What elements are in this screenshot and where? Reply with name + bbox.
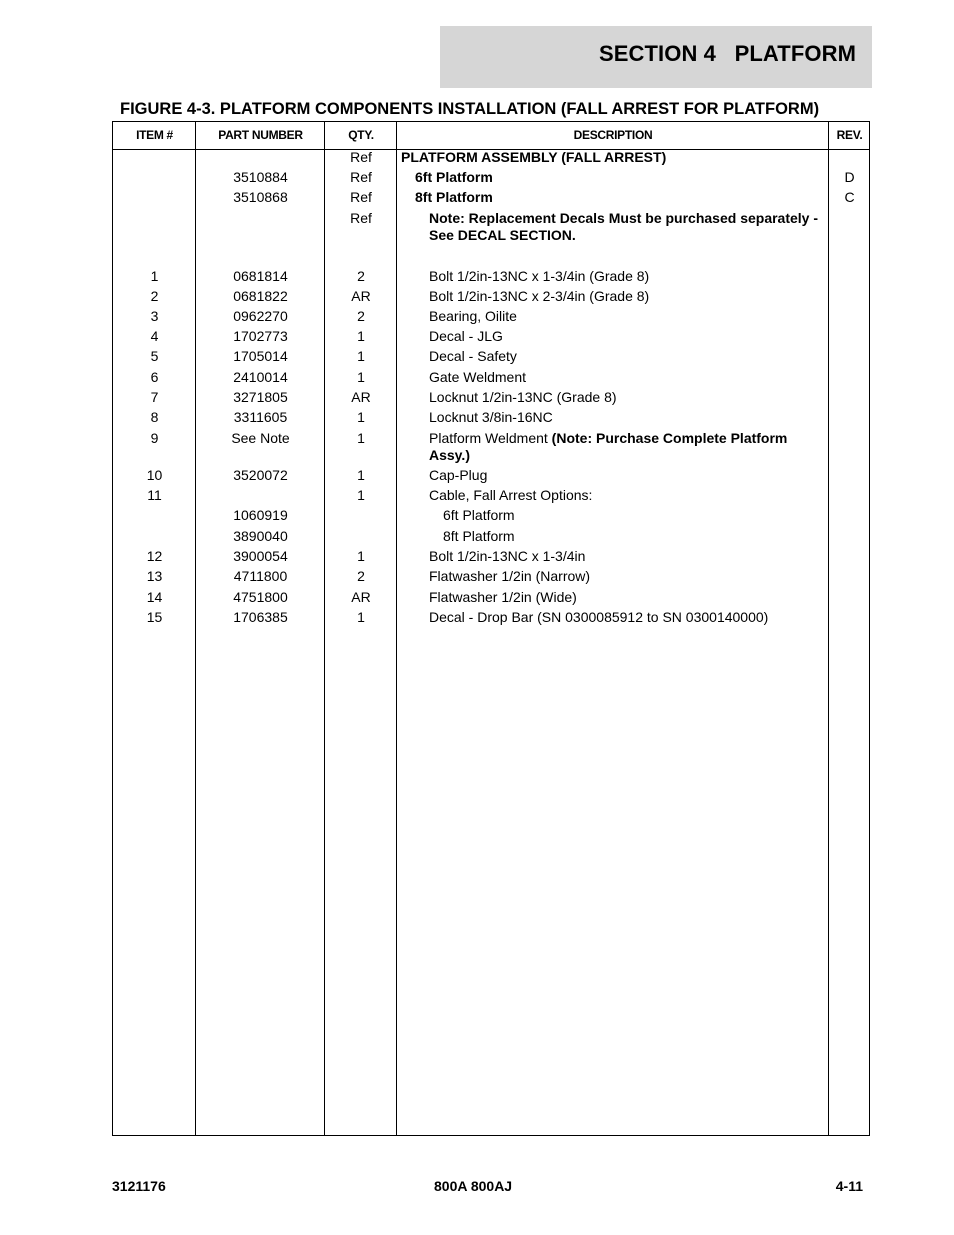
description-text: Cap-Plug — [429, 467, 488, 483]
qty-cell: 1 — [357, 409, 365, 425]
description-text: Bolt 1/2in-13NC x 1-3/4in (Grade 8) — [429, 268, 650, 284]
qty-cell: 1 — [357, 328, 365, 344]
section-title: SECTION 4 PLATFORM — [598, 41, 856, 66]
item-number-cell: 2 — [150, 288, 159, 304]
footer-page-number: 4-11 — [835, 1178, 863, 1194]
footer-doc-number: 3121176 — [112, 1178, 166, 1194]
qty-cell: 2 — [357, 268, 365, 284]
item-number-cell: 13 — [146, 568, 163, 584]
part-number-cell: 3900054 — [233, 548, 288, 564]
footer-model: 800A 800AJ — [434, 1178, 513, 1194]
description-cell — [397, 568, 829, 585]
item-number-cell: 4 — [150, 328, 159, 344]
description-cell — [397, 169, 829, 186]
description-text: Platform Weldment — [429, 430, 552, 446]
description-cell — [397, 467, 829, 484]
part-number-cell: 4751800 — [233, 589, 288, 605]
parts-table — [112, 121, 870, 1136]
qty-cell: 1 — [357, 369, 365, 385]
description-cell — [397, 528, 829, 545]
description-cell — [397, 548, 829, 565]
description-text: Gate Weldment — [429, 369, 527, 385]
part-number-cell: See Note — [231, 430, 290, 446]
item-number-cell: 14 — [146, 589, 163, 605]
part-number-cell: 0962270 — [233, 308, 288, 324]
item-number-cell: 10 — [146, 467, 163, 483]
item-number-cell: 6 — [150, 369, 159, 385]
part-number-cell: 1060919 — [233, 507, 288, 523]
description-text: Locknut 1/2in-13NC (Grade 8) — [429, 389, 617, 405]
description-text: Bolt 1/2in-13NC x 2-3/4in (Grade 8) — [429, 288, 650, 304]
description-cell — [397, 348, 829, 365]
column-header-description: DESCRIPTION — [573, 128, 653, 142]
qty-cell: Ref — [350, 149, 372, 165]
qty-cell: 1 — [357, 487, 365, 503]
qty-cell: AR — [351, 589, 371, 605]
description-text: 6ft Platform — [443, 507, 515, 523]
part-number-cell: 3311605 — [233, 409, 288, 425]
part-number-cell: 0681822 — [233, 288, 288, 304]
description-cell — [397, 210, 829, 244]
description-continuation: Assy.) — [429, 447, 470, 463]
description-text: Flatwasher 1/2in (Wide) — [429, 589, 577, 605]
qty-cell: 2 — [357, 308, 365, 324]
item-number-cell: 5 — [150, 348, 159, 364]
description-cell — [397, 328, 829, 345]
description-text: 8ft Platform — [443, 528, 515, 544]
qty-cell: 1 — [357, 467, 365, 483]
qty-cell: 2 — [357, 568, 365, 584]
description-cell — [397, 288, 829, 305]
part-number-cell: 0681814 — [233, 268, 288, 284]
description-cell — [397, 149, 829, 166]
description-text: PLATFORM ASSEMBLY (FALL ARREST) — [401, 149, 667, 165]
part-number-cell: 4711800 — [233, 568, 288, 584]
item-number-cell: 1 — [150, 268, 159, 284]
rev-cell: D — [844, 169, 855, 185]
qty-cell: 1 — [357, 548, 365, 564]
qty-cell: 1 — [357, 430, 365, 446]
description-cell — [397, 409, 829, 426]
description-cell — [397, 268, 829, 285]
description-cell — [397, 589, 829, 606]
description-continuation: See DECAL SECTION. — [429, 227, 576, 243]
description-text: Cable, Fall Arrest Options: — [429, 487, 593, 503]
part-number-cell: 3520072 — [233, 467, 288, 483]
section-banner — [440, 26, 872, 88]
column-header-qty: QTY. — [348, 128, 374, 142]
qty-cell: Ref — [350, 189, 372, 205]
qty-cell: 1 — [357, 348, 365, 364]
description-text: Flatwasher 1/2in (Narrow) — [429, 568, 591, 584]
qty-cell: Ref — [350, 169, 372, 185]
description-text: Note: Replacement Decals Must be purchased separately - — [429, 210, 819, 226]
part-number-cell: 1706385 — [233, 609, 288, 625]
description-text: 6ft Platform — [415, 169, 493, 185]
item-number-cell: 8 — [150, 409, 159, 425]
item-number-cell: 12 — [146, 548, 163, 564]
description-text: Locknut 3/8in-16NC — [429, 409, 553, 425]
description-cell — [397, 609, 829, 626]
description-note: (Note: Purchase Complete Platform — [551, 430, 788, 446]
item-number-cell: 9 — [150, 430, 159, 446]
description-text: Decal - Safety — [429, 348, 517, 364]
part-number-cell: 2410014 — [233, 369, 288, 385]
description-cell — [397, 389, 829, 406]
description-text: Bolt 1/2in-13NC x 1-3/4in — [429, 548, 586, 564]
description-text: Bearing, Oilite — [429, 308, 517, 324]
description-cell — [397, 507, 829, 524]
qty-cell: AR — [351, 288, 371, 304]
qty-cell: Ref — [350, 210, 372, 226]
part-number-cell: 3271805 — [233, 389, 288, 405]
description-cell — [397, 430, 829, 464]
part-number-cell: 1705014 — [233, 348, 288, 364]
part-number-cell: 3510868 — [233, 189, 288, 205]
part-number-cell: 3890040 — [233, 528, 288, 544]
qty-cell: 1 — [357, 609, 365, 625]
item-number-cell: 15 — [146, 609, 163, 625]
column-header-part-number: PART NUMBER — [218, 128, 303, 142]
description-text: Decal - JLG — [429, 328, 503, 344]
description-cell — [397, 189, 829, 206]
description-cell — [397, 487, 829, 504]
part-number-cell: 3510884 — [233, 169, 288, 185]
qty-cell: AR — [351, 389, 371, 405]
figure-title: FIGURE 4-3. PLATFORM COMPONENTS INSTALLATION (FALL ARREST FOR PLATFORM) — [120, 100, 820, 118]
column-header-rev: REV. — [836, 128, 863, 142]
description-text: Decal - Drop Bar (SN 0300085912 to SN 0300140000) — [429, 609, 769, 625]
item-number-cell: 3 — [150, 308, 159, 324]
description-cell — [397, 369, 829, 386]
column-header-item: ITEM # — [136, 128, 173, 142]
description-text: 8ft Platform — [415, 189, 493, 205]
part-number-cell: 1702773 — [233, 328, 288, 344]
item-number-cell: 7 — [150, 389, 159, 405]
description-cell — [397, 308, 829, 325]
item-number-cell: 11 — [147, 487, 162, 503]
rev-cell: C — [844, 189, 855, 205]
